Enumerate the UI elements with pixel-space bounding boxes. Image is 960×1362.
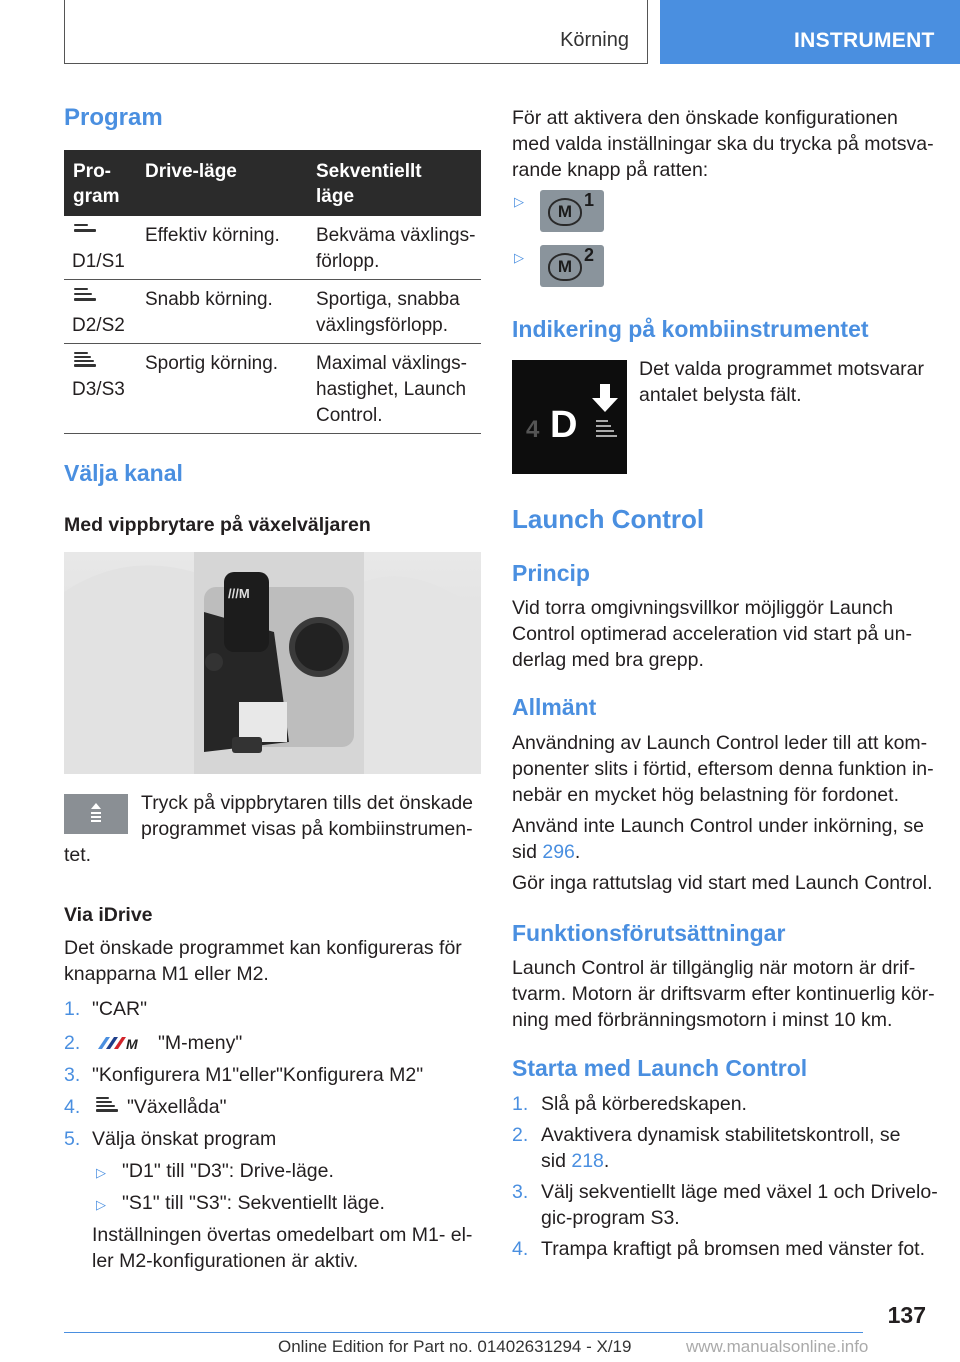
- channel-heading: Välja kanal: [64, 460, 183, 486]
- program-table-header: [64, 150, 481, 216]
- step-number: 3.: [64, 1064, 81, 1086]
- gear-selector-photo: [64, 552, 481, 774]
- idrive-text-line2: knapparna M1 eller M2.: [64, 963, 269, 985]
- rocker-heading: Med vippbrytare på växelväljaren: [64, 514, 371, 536]
- table-row-drive: Sportig körning.: [145, 353, 279, 374]
- start-step-text: Välj sekventiellt läge med växel 1 och Drivelo-: [541, 1181, 938, 1203]
- allmant-line6: Gör inga rattutslag vid start med Launch Control.: [512, 872, 933, 894]
- start-step-number: 3.: [512, 1181, 529, 1203]
- table-row-sequential: Bekväma växlings- förlopp.: [316, 225, 476, 272]
- idrive-text-line1: Det önskade programmet kan konfigureras för: [64, 937, 462, 959]
- step-number: 5.: [64, 1128, 81, 1150]
- step-text: "Konfigurera M1"eller"Konfigurera M2": [92, 1064, 424, 1086]
- th-sequential: Sekventiellt läge: [316, 161, 422, 207]
- m1-button-icon: [540, 190, 604, 232]
- step-text: Välja önskat program: [92, 1128, 277, 1150]
- header-section-tab: [64, 0, 648, 64]
- allmant-line3: nebär en mycket hög belastning för fordonet.: [512, 784, 899, 806]
- start-heading: Starta med Launch Control: [512, 1055, 808, 1081]
- th-program: Pro- gram: [73, 161, 120, 207]
- step-number: 1.: [64, 998, 81, 1020]
- page-ref-link[interactable]: 296: [542, 841, 575, 863]
- table-divider: [64, 343, 481, 344]
- m2-label: M: [548, 253, 582, 281]
- start-step-text: Trampa kraftigt på bromsen med vänster fot.: [541, 1238, 926, 1260]
- bullet-arrow-icon: ▷: [96, 1165, 106, 1180]
- table-row-program: D3/S3: [72, 379, 125, 400]
- program-3-bars-icon: [74, 352, 96, 367]
- idrive-heading: Via iDrive: [64, 904, 153, 926]
- allmant-line2: ponenter slits i förtid, eftersom denna funktion in-: [512, 758, 934, 780]
- footer-divider: [64, 1332, 863, 1333]
- start-step-text: Slå på körberedskapen.: [541, 1093, 747, 1115]
- dash-gear-number: 4: [526, 416, 540, 443]
- start-step-number: 4.: [512, 1238, 529, 1260]
- program-1-bars-icon: [74, 224, 96, 232]
- program-2-bars-icon: [74, 288, 96, 301]
- allmant-line5: sid 296.: [512, 841, 581, 863]
- note-line2: ler M2-konfigurationen är aktiv.: [92, 1250, 359, 1272]
- page-number: 137: [887, 1302, 926, 1328]
- indication-text-line1: Det valda programmet motsvarar: [639, 358, 925, 380]
- section-title: Körning: [560, 29, 629, 51]
- step-text: "CAR": [92, 998, 148, 1020]
- table-row-drive: Snabb körning.: [145, 289, 273, 310]
- svg-text:M: M: [126, 1036, 138, 1051]
- start-step-number: 2.: [512, 1124, 529, 1146]
- downshift-arrow-icon: [590, 382, 620, 442]
- gearbox-bars-icon: [96, 1097, 118, 1112]
- table-divider: [64, 279, 481, 280]
- substep-text: "S1" till "S3": Sekventiellt läge.: [122, 1192, 385, 1214]
- note-line1: Inställningen övertas omedelbart om M1- el-: [92, 1224, 473, 1246]
- substep-text: "D1" till "D3": Drive-läge.: [122, 1160, 334, 1182]
- m-menu-logo-icon: [94, 1035, 150, 1056]
- header-chapter-tab: [660, 0, 960, 64]
- bullet-arrow-icon: ▷: [514, 250, 524, 265]
- m2-number: 2: [584, 245, 595, 265]
- step-number: 2.: [64, 1032, 81, 1054]
- princip-line3: derlag med bra grepp.: [512, 649, 704, 671]
- indication-heading: Indikering på kombiinstrumentet: [512, 316, 869, 342]
- table-row-program: D2/S2: [72, 315, 125, 336]
- m1-label: M: [548, 198, 582, 226]
- svg-text:///M: ///M: [228, 586, 250, 601]
- func-line3: ning med förbränningsmotorn i minst 10 km.: [512, 1009, 893, 1031]
- footer-edition: Online Edition for Part no. 01402631294 - X/19: [278, 1337, 632, 1356]
- start-step-text: gic-program S3.: [541, 1207, 680, 1229]
- intro-line2: med valda inställningar ska du trycka på motsva-: [512, 133, 934, 155]
- princip-line2: Control optimerad acceleration vid start på un-: [512, 623, 912, 645]
- rocker-text-line3: tet.: [64, 844, 92, 866]
- dash-drive-mode: D: [550, 404, 578, 446]
- start-step-text: Avaktivera dynamisk stabilitetskontroll, se: [541, 1124, 901, 1146]
- launch-control-heading: Launch Control: [512, 504, 705, 534]
- m1-number: 1: [584, 190, 595, 210]
- table-row-sequential: Sportiga, snabba växlingsförlopp.: [316, 289, 460, 336]
- bullet-arrow-icon: ▷: [514, 194, 524, 209]
- func-heading: Funktionsförutsättningar: [512, 920, 786, 946]
- bullet-arrow-icon: ▷: [96, 1197, 106, 1212]
- table-row-program: D1/S1: [72, 251, 125, 272]
- start-step-text: sid 218.: [541, 1150, 610, 1172]
- m2-button-icon: [540, 245, 604, 287]
- allmant-line1: Användning av Launch Control leder till att kom-: [512, 732, 928, 754]
- step-number: 4.: [64, 1096, 81, 1118]
- rocker-text-line2: programmet visas på kombiinstrumen-: [141, 818, 473, 840]
- step-text: "Växellåda": [127, 1096, 227, 1118]
- func-line2: tvarm. Motorn är driftsvarm efter kontinuerlig kör-: [512, 983, 935, 1005]
- table-divider: [64, 433, 481, 434]
- start-step-number: 1.: [512, 1093, 529, 1115]
- rocker-switch-icon: [64, 794, 128, 834]
- indication-text-line2: antalet belysta fält.: [639, 384, 802, 406]
- footer-watermark: www.manualsonline.info: [686, 1337, 869, 1356]
- instrument-cluster-display: [512, 360, 627, 474]
- allmant-line4: Använd inte Launch Control under inkörning, se: [512, 815, 924, 837]
- rocker-text-line1: Tryck på vippbrytaren tills det önskade: [141, 792, 474, 814]
- intro-line1: För att aktivera den önskade konfigurationen: [512, 107, 898, 129]
- chapter-title: INSTRUMENT: [794, 29, 935, 52]
- program-heading: Program: [64, 104, 163, 131]
- intro-line3: rande knapp på ratten:: [512, 159, 709, 181]
- step-text: "M-meny": [158, 1032, 243, 1054]
- th-drive: Drive-läge: [145, 161, 237, 182]
- func-line1: Launch Control är tillgänglig när motorn är drif-: [512, 957, 916, 979]
- table-row-drive: Effektiv körning.: [145, 225, 280, 246]
- page-ref-link[interactable]: 218: [571, 1150, 604, 1172]
- princip-heading: Princip: [512, 560, 590, 586]
- table-row-sequential: Maximal växlings- hastighet, Launch Control.: [316, 353, 467, 426]
- princip-line1: Vid torra omgivningsvillkor möjliggör Launch: [512, 597, 894, 619]
- allmant-heading: Allmänt: [512, 694, 597, 720]
